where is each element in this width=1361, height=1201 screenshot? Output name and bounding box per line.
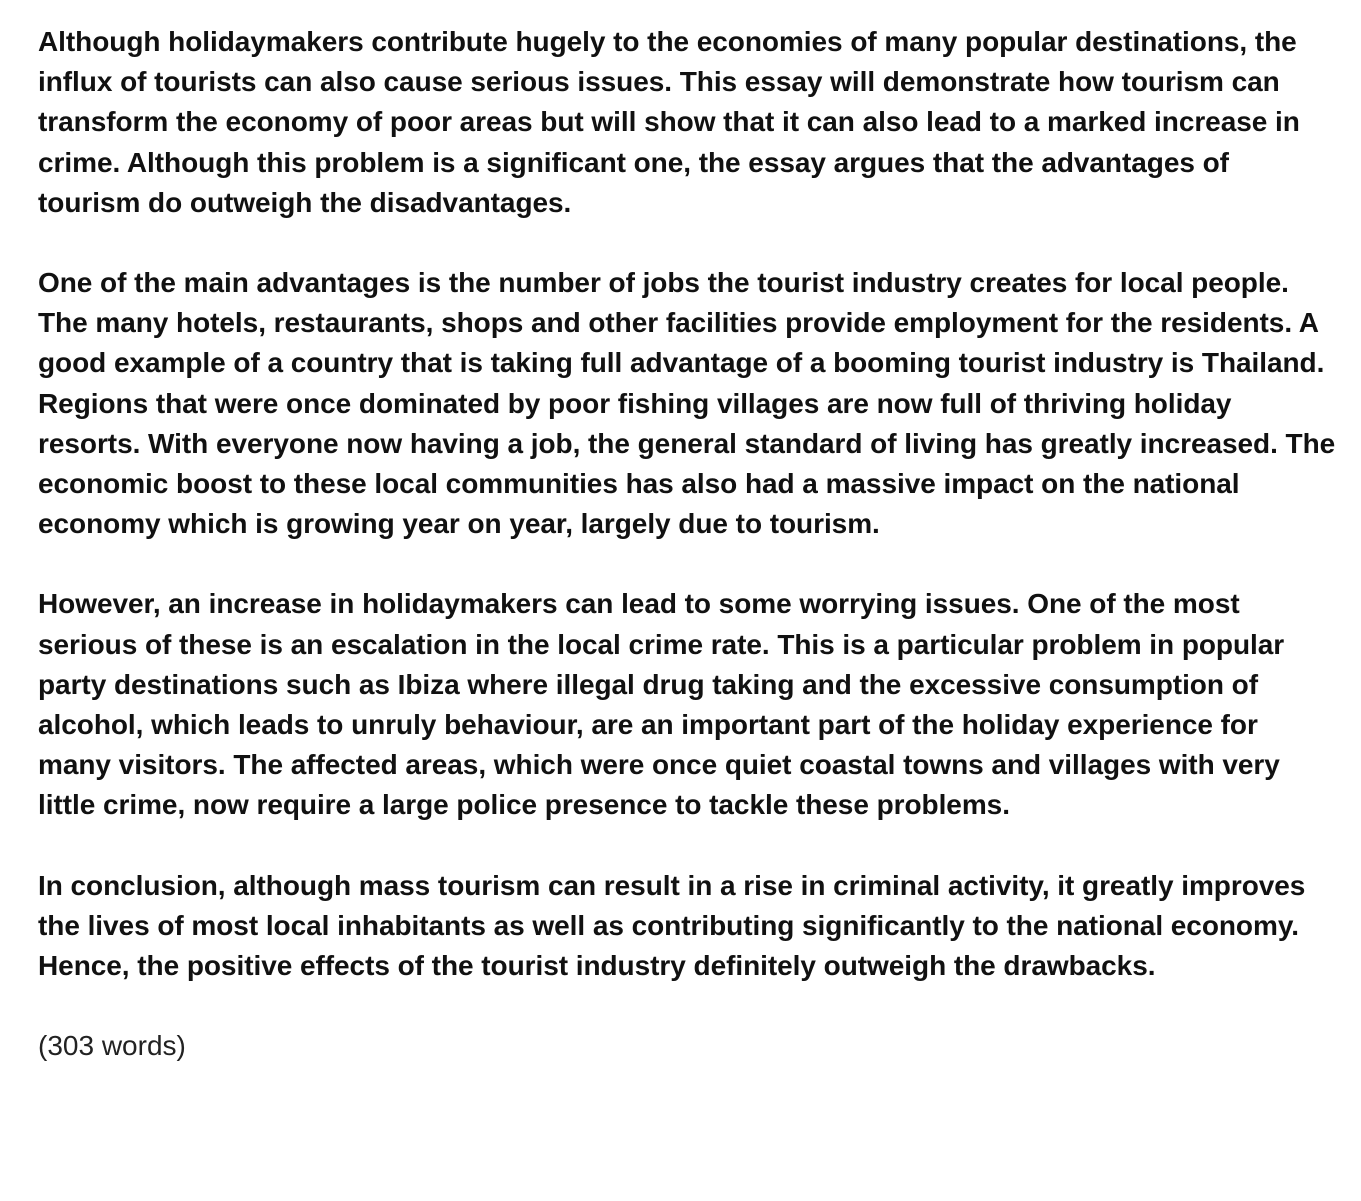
paragraph-advantages: One of the main advantages is the number of jobs the tourist industry creates for local people. The many hotels, restaurants, shops and other facilities provide employment for the residents. A good example of a country that is taking full advantage of a booming tourist industry is Thailand. Regions that were once dominated by poor fishing villages are now full of thriving holiday resorts. With everyone now having a job, the general standard of living has greatly increased. The economic boost to these local communities has also had a massive impact on the national economy which is growing year on year, largely due to tourism. — [38, 267, 1336, 540]
essay-body — [38, 22, 1338, 1066]
word-count: (303 words) — [38, 1030, 186, 1062]
paragraph-disadvantages: However, an increase in holidaymakers can lead to some worrying issues. One of the most serious of these is an escalation in the local crime rate. This is a particular problem in popular party destinations such as Ibiza where illegal drug taking and the excessive consumption of alcohol, which leads to unruly behaviour, are an important part of the holiday experience for many visitors. The affected areas, which were once quiet coastal towns and villages with very little crime, now require a large police presence to tackle these problems. — [38, 588, 1285, 821]
paragraph-introduction: Although holidaymakers contribute hugely to the economies of many popular destinations, the influx of tourists can also cause serious issues. This essay will demonstrate how tourism can transform the economy of poor areas but will show that it can also lead to a marked increase in crime. Although this problem is a significant one, the essay argues that the advantages of tourism do outweigh the disadvantages. — [38, 26, 1300, 218]
paragraph-conclusion: In conclusion, although mass tourism can result in a rise in criminal activity, it greatly improves the lives of most local inhabitants as well as contributing significantly to the national economy. Hence, the positive effects of the tourist industry definitely outweigh the drawbacks. — [38, 869, 1306, 982]
